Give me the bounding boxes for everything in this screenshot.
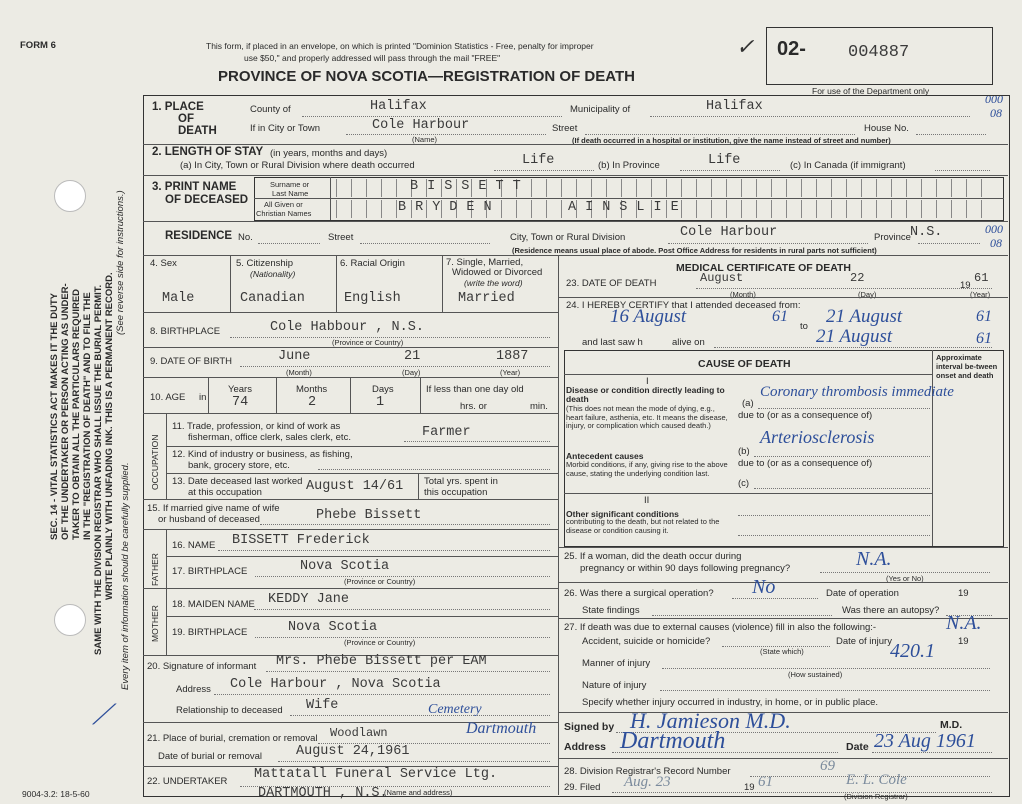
cause-b-value: Arteriosclerosis [760,427,875,447]
dob-day: 21 [404,349,421,364]
father-birthplace-label: 17. BIRTHPLACE [172,566,248,577]
dob-label: 9. DATE OF BIRTH [150,356,232,367]
side-instruction-3: TAKER TO OBTAIN ALL THE PARTICULARS REQUIRED [71,288,82,540]
external-causes-label: 27. If death was due to external causes (violence) fill in also the following:- [564,622,877,633]
signature-date: 23 Aug 1961 [874,730,976,752]
dob-day-note: (Day) [402,368,421,377]
letter-cell [531,200,547,218]
trade-value: Farmer [422,425,471,440]
other-conditions-note: contributing to the death, but not related to the disease or condition causing it. [566,517,720,535]
side-instruction-5: SAME WITH THE DIVISION REGISTRAR WHO SHALL ISSUE THE BURIAL PERMIT. [93,284,104,655]
operation-date-label: Date of operation [826,588,899,599]
date-of-death-year-prefix: 19 [960,280,971,291]
min-label: min. [530,401,548,412]
antecedent-label: Antecedent causes [566,451,644,461]
side-instruction-6: WRITE PLAINLY WITH UNFADING INK. THIS IS A PERMANENT RECORD. [104,272,115,600]
occupation-side-label: OCCUPATION [150,434,160,490]
informant-address-label: Address [176,684,211,695]
attended-to: 21 August [826,306,903,327]
pregnancy-label-2: pregnancy or within 90 days following pregnancy? [580,563,791,574]
pregnancy-label: 25. If a woman, did the death occur during [564,551,742,562]
father-birthplace-note: (Province or Country) [344,577,416,586]
pregnancy-value: N.A. [856,548,892,570]
mailing-note-2: use $50," and properly addressed will pass through the mail "FREE" [244,53,501,63]
municipality-label: Municipality of [570,104,631,115]
letter-cell [906,179,922,197]
years-label: Years [228,384,252,395]
father-side-label: FATHER [150,553,160,586]
letter-cell [966,200,982,218]
letter-cell [681,179,697,197]
letter-cell [816,179,832,197]
marital-label: 7. Single, Married, [446,257,524,268]
letter-cell [696,179,712,197]
days-label: Days [372,384,394,395]
given-label-2: Christian Names [256,209,312,218]
letter-cell [351,200,367,218]
cause-c-label: (c) [738,478,750,489]
dob-month: June [278,349,311,364]
other-conditions-label: Other significant conditions [566,509,679,519]
industry-label: 12. Kind of industry or business, as fishing, [172,449,353,460]
letter-cell [921,200,937,218]
letter-cell [786,179,802,197]
letter-cell [576,179,592,197]
residence-province-value: N.S. [910,225,943,240]
burial-place-value: Woodlawn [330,726,388,740]
external-causes-value: N.A. [946,612,982,634]
name-note: (Name) [412,135,438,144]
spouse-value: Phebe Bissett [316,508,422,523]
letter-cell [771,179,787,197]
birthplace-value: Cole Habbour , N.S. [270,320,424,335]
letter-cell [561,179,577,197]
date-of-death-year: 61 [974,271,989,285]
form-number: FORM 6 [20,40,56,51]
municipality-value: Halifax [706,99,763,114]
birthplace-label: 8. BIRTHPLACE [150,326,221,337]
code-08-bottom: 08 [990,236,1002,250]
code-08-top: 08 [990,106,1002,120]
code-000-bottom: 000 [985,222,1003,236]
how-sustained-note: (How sustained) [788,670,843,679]
dob-year: 1887 [496,349,529,364]
age-in-label: in [199,392,207,403]
citizenship-value: Canadian [240,291,305,306]
residence-note: (Residence means usual place of abode. Post Office Address for residents in rural parts not sufficient) [512,246,877,255]
hrs-label: hrs. or [460,401,487,412]
yes-no-note: (Yes or No) [886,574,924,583]
letter-cell [381,179,397,197]
undertaker-address: DARTMOUTH , N.S. [258,786,388,801]
marital-label-3: (write the word) [464,278,523,288]
letter-cell [786,200,802,218]
letter-cell [936,200,952,218]
injury-year-prefix: 19 [958,636,969,647]
letter-cell [336,179,352,197]
last-worked-label: 13. Date deceased last worked [172,476,303,487]
letter-cell [666,179,682,197]
letter-cell [861,179,877,197]
letter-cell [636,179,652,197]
city-town-value: Cole Harbour [372,118,470,133]
mother-birthplace-value: Nova Scotia [288,620,378,635]
total-years-label-2: this occupation [424,487,488,498]
burial-date-label: Date of burial or removal [158,751,263,762]
father-birthplace-value: Nova Scotia [300,559,390,574]
stay-c-label: (c) In Canada (if immigrant) [790,160,906,171]
last-saw-date: 21 August [816,326,893,347]
days-value: 1 [376,395,385,410]
name-label: 3. PRINT NAME [152,181,237,193]
dept-use-note: For use of the Department only [812,86,930,96]
side-instruction-7: (See reverse side for instructions.) [115,190,126,335]
death-year-note: (Year) [970,290,991,299]
cause-b-label: (b) [738,446,750,457]
surname-label: Surname or [270,180,310,189]
stay-a-value: Life [522,153,555,168]
informant-address-value: Cole Harbour , Nova Scotia [230,677,441,692]
letter-cell [831,179,847,197]
mother-birthplace-label: 19. BIRTHPLACE [172,627,248,638]
manner-label: Manner of injury [582,658,651,669]
death-month-note: (Month) [730,290,756,299]
due-to-label-2: due to (or as a consequence of) [738,458,873,469]
given-label: All Given or [264,200,303,209]
death-day-note: (Day) [858,290,877,299]
letter-cell [981,179,997,197]
letter-cell [966,179,982,197]
relationship-value: Wife [306,698,339,713]
letter-cell [366,179,382,197]
maiden-name-label: 18. MAIDEN NAME [172,599,255,610]
last-saw-year: 61 [976,330,992,347]
due-to-label-1: due to (or as a consequence of) [738,410,873,421]
spouse-label-2: or husband of deceased [158,514,260,525]
given-name-1: BRYDEN [398,200,501,215]
letter-cell [846,179,862,197]
letter-cell [696,200,712,218]
signature-date-label: Date [846,741,869,753]
part-2-label: II [644,495,650,506]
residence-label: RESIDENCE [165,230,233,242]
letter-cell [891,179,907,197]
dob-year-note: (Year) [500,368,521,377]
county-value: Halifax [370,99,427,114]
injury-date-label: Date of injury [836,636,892,647]
accident-label: Accident, suicide or homicide? [582,636,711,647]
interval-label: Approximate interval be-tween onset and death [936,353,998,380]
letter-cell [351,179,367,197]
informant-label: 20. Signature of informant [147,661,257,672]
to-label: to [800,321,808,332]
signed-by-label: Signed by [564,721,615,733]
registrar-signature: E. L. Cole [846,772,907,788]
letter-cell [516,200,532,218]
form-code: 9004-3.2: 18-5-60 [22,789,90,799]
last-worked-label-2: at this occupation [188,487,262,498]
sex-value: Male [162,291,195,306]
last-worked-value: August 14/61 [306,479,404,494]
less-day-label: If less than one day old [426,384,524,395]
letter-cell [906,200,922,218]
registration-number: 004887 [848,43,910,62]
stay-b-label: (b) In Province [598,160,660,171]
letter-cell [366,200,382,218]
md-label: M.D. [940,719,963,731]
mother-side-label: MOTHER [150,605,160,642]
informant-value: Mrs. Phebe Bissett per EAM [276,654,487,669]
cause-a-value: Coronary thrombosis immediate [760,384,954,400]
cause-title: CAUSE OF DEATH [698,358,791,370]
letter-cell [876,179,892,197]
spouse-label: 15. If married give name of wife [147,503,280,514]
undertaker-value: Mattatall Funeral Service Ltg. [254,767,498,782]
side-instruction-2: OF THE UNDERTAKER OR PERSON ACTING AS UNDER- [60,283,71,540]
letter-cell [831,200,847,218]
letter-cell [546,179,562,197]
classification-code: 420.1 [890,640,935,662]
state-which-note: (State which) [760,647,804,656]
age-label: 10. AGE [150,392,186,403]
letter-cell [876,200,892,218]
letter-cell [336,200,352,218]
stay-label: 2. LENGTH OF STAY [152,146,264,158]
birthplace-note: (Province or Country) [332,338,404,347]
residence-province-label: Province [874,232,911,243]
father-name-label: 16. NAME [172,540,216,551]
punch-hole-bottom [54,604,86,636]
date-of-death-day: 22 [850,271,865,285]
letter-cell [756,200,772,218]
residence-street-label: Street [328,232,354,243]
last-saw-label: and last saw h [582,337,643,348]
letter-cell [801,200,817,218]
filed-year-prefix: 19 [744,782,755,793]
hospital-note: (If death occurred in a hospital or institution, give the name instead of street and number) [572,136,891,145]
attended-from: 16 August [610,306,687,327]
months-label: Months [296,384,328,395]
date-of-death-month: August [700,271,744,285]
physician-signature: H. Jamieson M.D. [630,708,791,733]
cause-a-label: (a) [742,398,754,409]
letter-cell [936,179,952,197]
letter-cell [621,179,637,197]
dob-month-note: (Month) [286,368,312,377]
stay-b-value: Life [708,153,741,168]
residence-no-label: No. [238,232,253,243]
nature-label: Nature of injury [582,680,647,691]
citizenship-note: (Nationality) [250,269,296,279]
stay-label-note: (in years, months and days) [270,148,388,159]
citizenship-label: 5. Citizenship [236,258,294,269]
county-label: County of [250,104,291,115]
racial-origin-value: English [344,291,401,306]
surname-value: BISSETT [410,179,530,194]
house-no-label: House No. [864,123,909,134]
filed-label: 29. Filed [564,782,601,793]
antecedent-note: Morbid conditions, if any, giving rise to the above cause, stating the underlying condition last. [566,460,728,478]
letter-cell [726,200,742,218]
disease-label: Disease or condition directly leading to death [566,385,725,404]
registration-prefix: 02- [777,38,806,60]
attended-from-year: 61 [772,308,788,325]
father-name-value: BISSETT Frederick [232,533,370,548]
given-name-2: AINSLIE [568,200,688,215]
place-label-of: OF [178,113,194,125]
letter-cell [711,200,727,218]
name-label-2: OF DECEASED [165,194,249,206]
letter-cell [801,179,817,197]
surgery-label: 26. Was there a surgical operation? [564,588,714,599]
letter-cell [726,179,742,197]
letter-cell [816,200,832,218]
surname-label-2: Last Name [272,189,309,198]
filed-year: 61 [758,774,773,790]
burial-place-handwritten-2: Dartmouth [466,720,537,737]
side-instruction-4: IN THE "REGISTRATION OF DEATH" AND TO FILE THE [82,292,93,540]
margin-pen-mark: ⟋ [92,700,112,731]
burial-place-label: 21. Place of burial, cremation or removal [147,733,318,744]
letter-cell [981,200,997,218]
trade-label: 11. Trade, profession, or kind of work as [172,421,341,432]
place-label: 1. PLACE [152,101,204,113]
undertaker-label: 22. UNDERTAKER [147,776,228,787]
undertaker-note: (Name and address) [384,788,453,797]
disease-note: (This does not mean the mode of dying, e.g., heart failure, asthenia, etc. It means the disease, injury, or complication which caused death.) [566,404,728,430]
months-value: 2 [308,395,317,410]
burial-place-handwritten: Cemetery [428,702,482,717]
burial-date-value: August 24,1961 [296,744,410,759]
years-value: 74 [232,395,249,410]
marital-value: Married [458,291,515,306]
letter-cell [711,179,727,197]
medical-title: MEDICAL CERTIFICATE OF DEATH [676,262,851,274]
letter-cell [741,200,757,218]
residence-city-value: Cole Harbour [680,225,778,240]
punch-hole-top [54,180,86,212]
street-label: Street [552,123,578,134]
physician-address: Dartmouth [620,728,726,754]
record-number-label: 28. Division Registrar's Record Number [564,766,731,777]
letter-cell [771,200,787,218]
mother-birthplace-note: (Province or Country) [344,638,416,647]
code-000-top: 000 [985,92,1003,106]
city-town-label: If in City or Town [250,123,321,134]
certify-label: 24. I HEREBY CERTIFY that I attended deceased from: [566,300,801,311]
letter-cell [741,179,757,197]
check-mark: ✓ [736,34,755,59]
letter-cell [531,179,547,197]
part-1-label: I [646,376,649,387]
letter-cell [891,200,907,218]
letter-cell [546,200,562,218]
letter-cell [591,179,607,197]
total-years-label: Total yrs. spent in [424,476,498,487]
form-title: PROVINCE OF NOVA SCOTIA—REGISTRATION OF DEATH [218,68,635,85]
physician-address-label: Address [564,741,607,753]
registrar-note: (Division Registrar) [844,792,908,801]
findings-label: State findings [582,605,640,616]
alive-on-label: alive on [672,337,705,348]
attended-to-year: 61 [976,308,992,325]
operation-year-prefix: 19 [958,588,969,599]
letter-cell [951,179,967,197]
marital-label-2: Widowed or Divorced [452,267,543,278]
side-instruction-8: Every item of information should be carefully supplied. [120,462,131,690]
surgery-value: No [752,576,776,598]
place-label-death: DEATH [178,125,217,137]
mailing-note-1: This form, if placed in an envelope, on which is printed "Dominion Statistics - Free, penalty for improper [206,41,594,51]
letter-cell [921,179,937,197]
specify-label: Specify whether injury occurred in industry, in home, or in public place. [582,697,879,708]
letter-cell [606,179,622,197]
date-of-death-label: 23. DATE OF DEATH [566,278,657,289]
letter-cell [846,200,862,218]
filed-date: Aug. 23 [624,774,671,790]
letter-cell [501,200,517,218]
letter-cell [951,200,967,218]
autopsy-label: Was there an autopsy? [842,605,940,616]
letter-cell [381,200,397,218]
relationship-label: Relationship to deceased [176,705,283,716]
residence-city-label: City, Town or Rural Division [510,232,626,243]
record-number-value: 69 [820,758,835,774]
letter-cell [756,179,772,197]
side-instruction-1: SEC. 14 - VITAL STATISTICS ACT MAKES IT THE DUTY [49,292,60,540]
trade-label-2: fisherman, office clerk, sales clerk, etc. [188,432,351,443]
sex-label: 4. Sex [150,258,177,269]
letter-cell [651,179,667,197]
stay-a-label: (a) In City, Town or Rural Division where death occurred [180,160,415,171]
letter-cell [861,200,877,218]
maiden-name-value: KEDDY Jane [268,592,350,607]
industry-label-2: bank, grocery store, etc. [188,460,290,471]
racial-origin-label: 6. Racial Origin [340,258,405,269]
